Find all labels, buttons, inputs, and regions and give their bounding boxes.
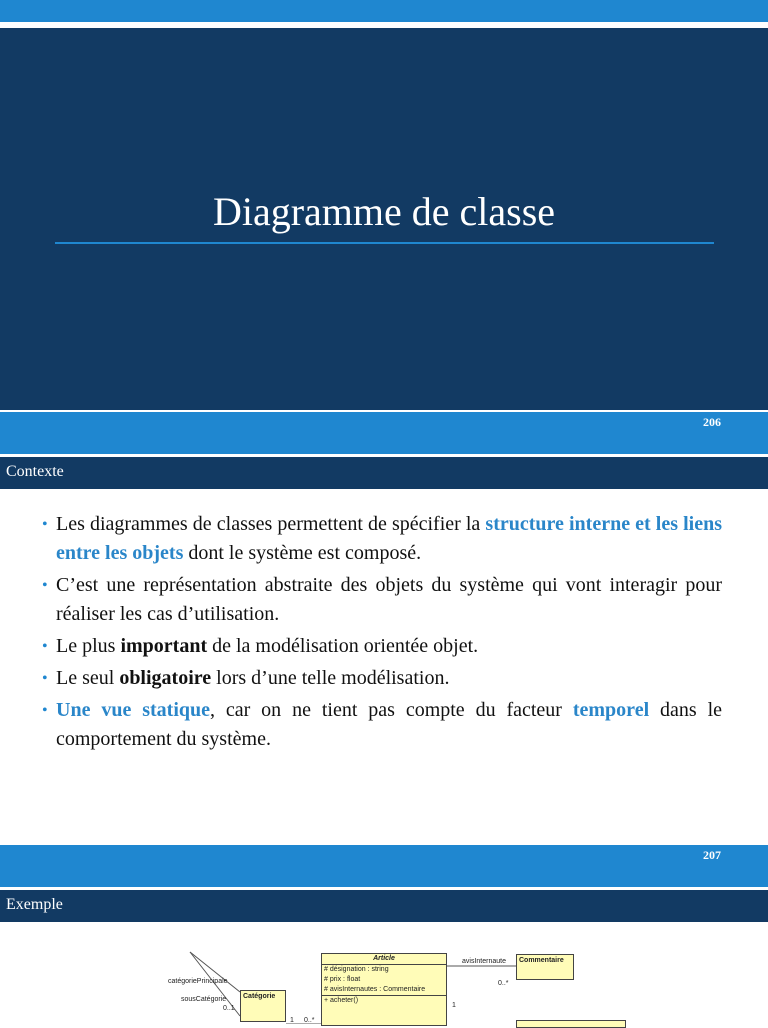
bullet-text: Les diagrammes de classes permettent de spécifier la xyxy=(56,513,486,535)
section-header-bar xyxy=(0,890,768,922)
class-article-attr: # prix : float xyxy=(324,976,361,983)
class-article-attr: # désignation : string xyxy=(324,966,389,973)
class-article xyxy=(321,953,447,1026)
label-sous-categorie: sousCatégorie xyxy=(181,996,227,1003)
bullet-marker: • xyxy=(42,670,48,687)
label-multiplicity: 1 xyxy=(452,1002,456,1009)
label-categorie-principale: catégoriePrincipale xyxy=(168,978,228,985)
highlighted-text: structure interne et les liens entre les objets xyxy=(56,513,722,564)
class-commentaire xyxy=(516,954,574,980)
bullet-item xyxy=(42,632,722,661)
highlighted-text: Une vue statique xyxy=(56,699,210,721)
section-header: Exemple xyxy=(6,896,63,913)
bold-text: obligatoire xyxy=(119,667,212,689)
bullet-text: Le seul xyxy=(56,667,120,689)
class-partial xyxy=(516,1020,626,1028)
slide-footer-bar xyxy=(0,412,768,454)
label-multiplicity: 1 xyxy=(290,1017,294,1024)
class-commentaire-name: Commentaire xyxy=(519,957,564,964)
bullet-marker: • xyxy=(42,516,48,533)
bullet-list xyxy=(42,510,722,757)
bullet-text: dans le comportement du système. xyxy=(56,699,723,750)
bullet-marker: • xyxy=(42,577,48,594)
slide-title: Diagramme de classe xyxy=(212,189,556,234)
title-slide xyxy=(0,28,768,410)
label-multiplicity: 0..* xyxy=(304,1017,315,1024)
bullet-text: dont le système est composé. xyxy=(183,542,422,564)
top-accent-bar xyxy=(0,0,768,22)
page-number: 206 xyxy=(703,415,721,429)
bullet-text: , car on ne tient pas compte du facteur xyxy=(210,699,573,721)
section-header-bar xyxy=(0,457,768,489)
bullet-item xyxy=(42,696,722,754)
bullet-marker: • xyxy=(42,638,48,655)
section-header: Contexte xyxy=(6,463,64,480)
class-article-name: Article xyxy=(322,954,446,965)
label-avis-internaute: avisInternaute xyxy=(462,958,506,965)
label-multiplicity: 0..* xyxy=(498,980,509,987)
class-article-method: + acheter() xyxy=(324,997,359,1004)
bullet-text: lors d’une telle modélisation. xyxy=(211,667,450,689)
class-categorie-name: Catégorie xyxy=(243,993,276,1000)
bullet-item xyxy=(42,571,722,629)
class-diagram xyxy=(0,944,768,1024)
class-categorie xyxy=(240,990,286,1022)
bullet-marker: • xyxy=(42,702,48,719)
bullet-text: C’est une représentation abstraite des objets du système qui vont interagir pour réaliser les cas d’utilisation. xyxy=(56,574,722,625)
slide-footer-bar xyxy=(0,845,768,887)
bullet-text: Le plus xyxy=(56,635,121,657)
bullet-item xyxy=(42,510,722,568)
bullet-item xyxy=(42,664,722,693)
highlighted-text: temporel xyxy=(572,699,650,721)
page-number: 207 xyxy=(703,848,721,862)
label-multiplicity: 0..1 xyxy=(223,1005,235,1012)
bullet-text: de la modélisation orientée objet. xyxy=(207,635,479,657)
bold-text: important xyxy=(120,635,208,657)
title-underline xyxy=(55,242,714,244)
class-article-attr: # avisInternautes : Commentaire xyxy=(322,985,446,996)
